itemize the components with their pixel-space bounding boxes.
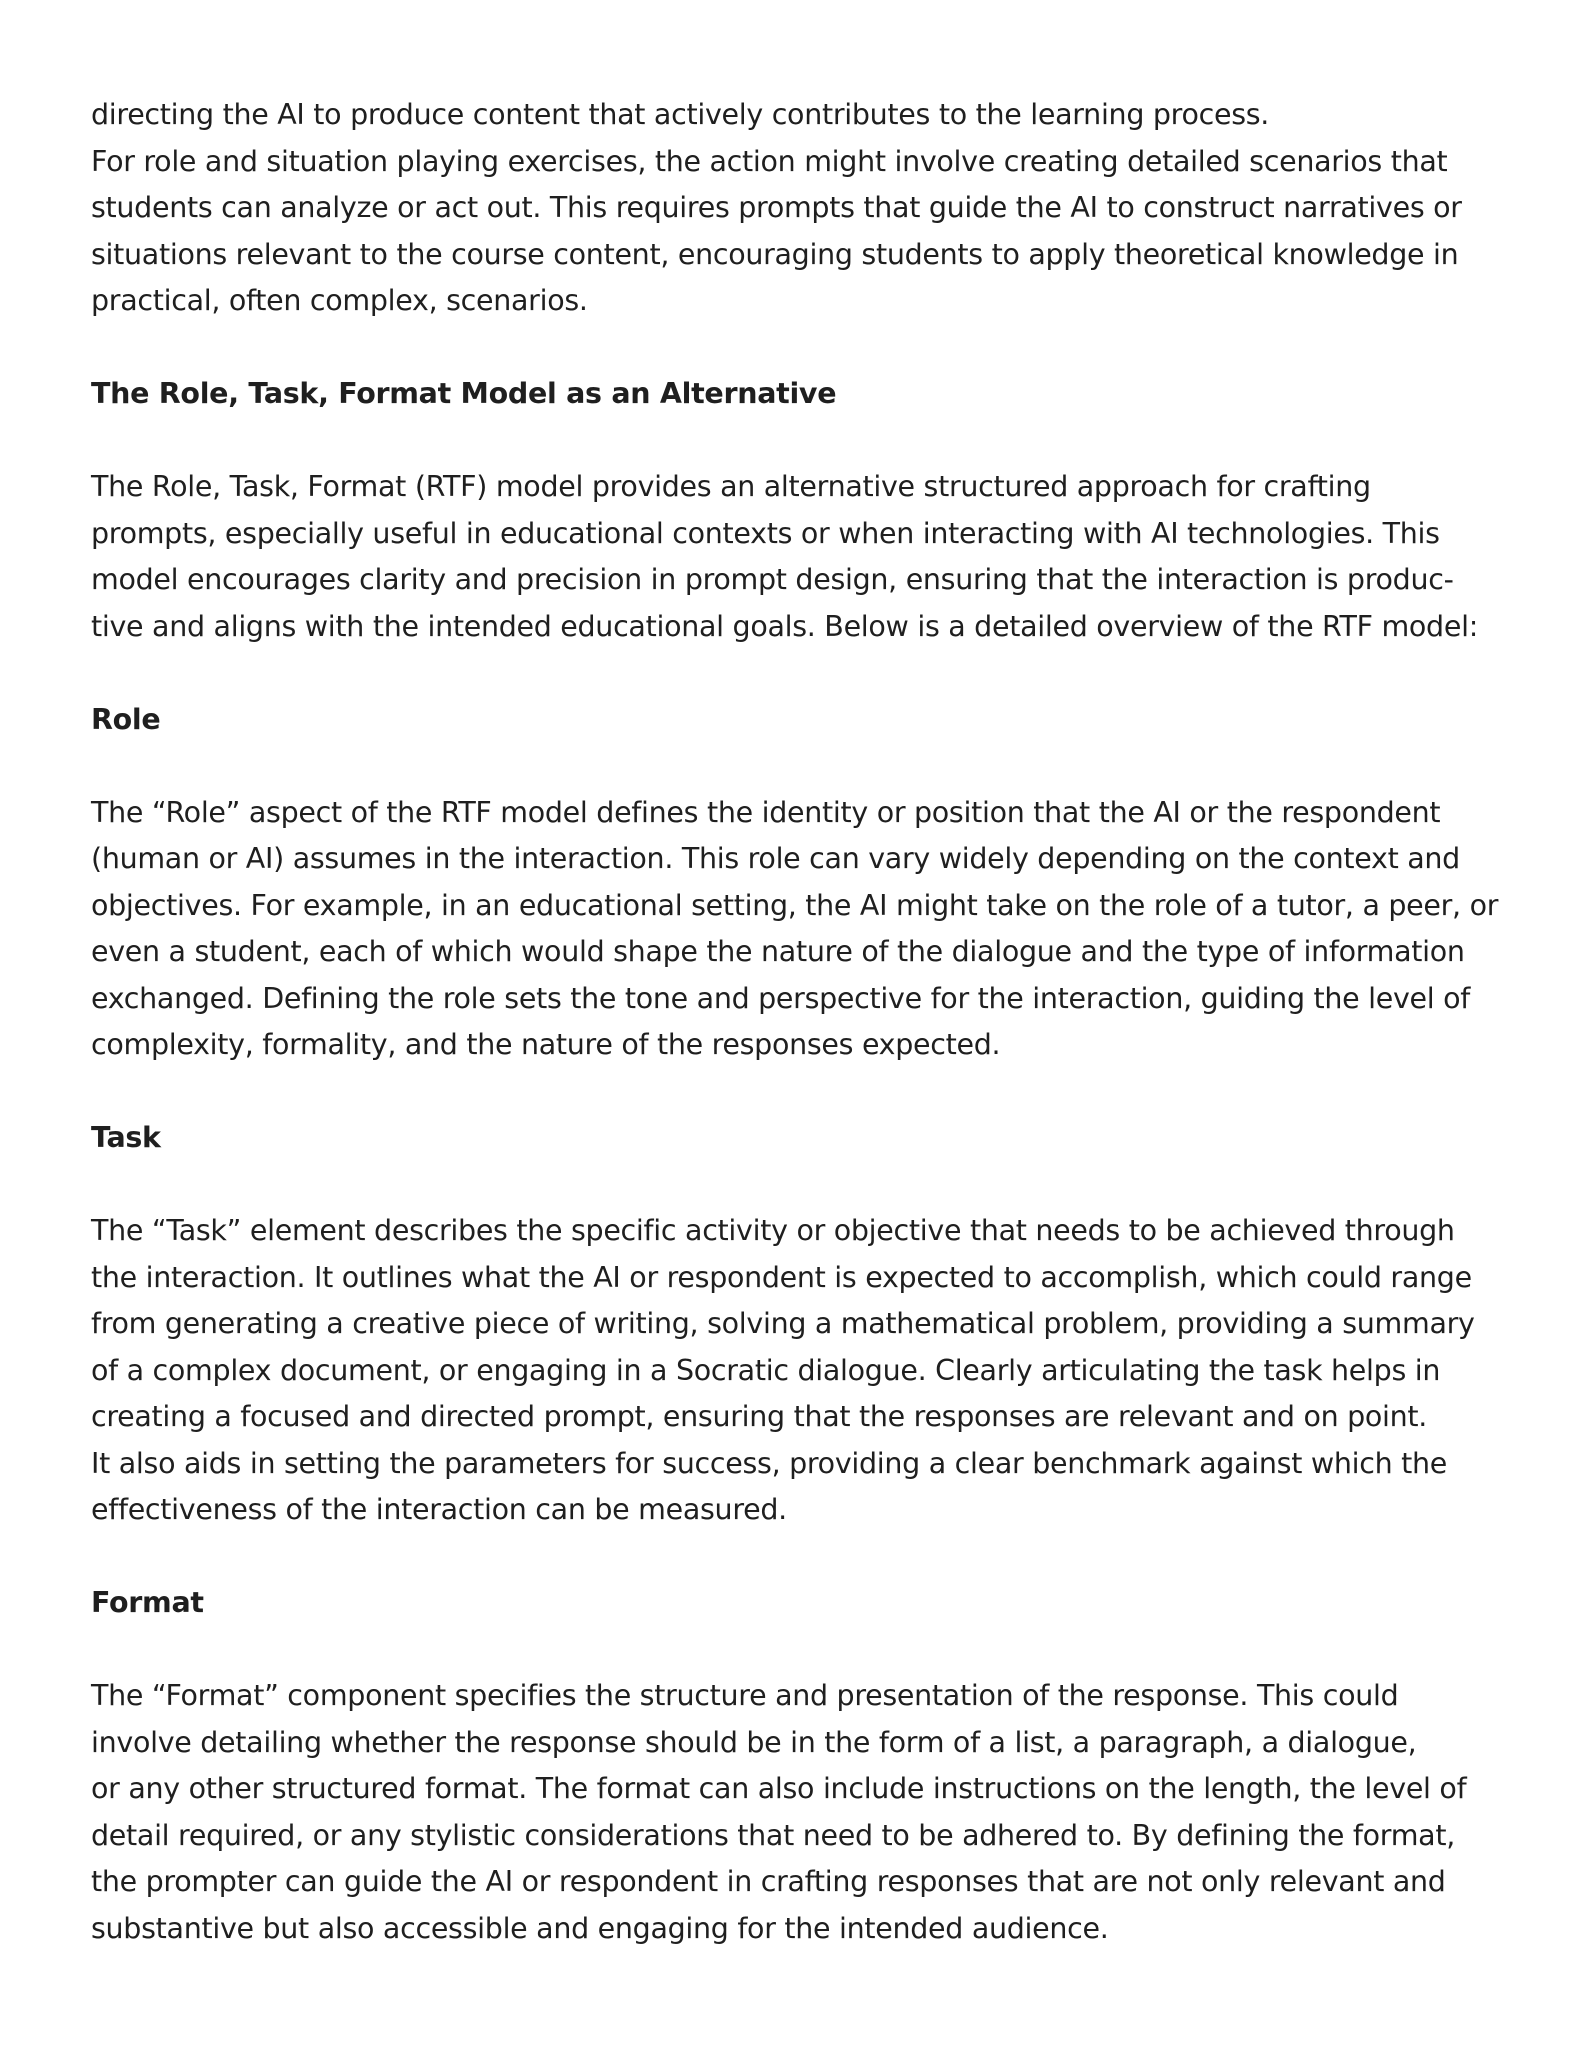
paragraph-line: substantive but also accessible and engaging for the intended audience. bbox=[91, 1911, 1109, 1945]
spacer bbox=[91, 743, 1511, 790]
paragraph-line: prompts, especially useful in educational contexts or when interacting with AI technologies. This bbox=[91, 516, 1440, 550]
paragraph-line: directing the AI to produce content that actively contributes to the learning process. bbox=[91, 98, 1270, 131]
section-heading-rtf: The Role, Task, Format Model as an Alternative bbox=[91, 377, 837, 410]
paragraph-line: The “Format” component specifies the structure and presentation of the response. This could bbox=[91, 1679, 1399, 1712]
paragraph-line: exchanged. Defining the role sets the tone and perspective for the interaction, guiding the level of bbox=[91, 981, 1471, 1015]
paragraph-line: For role and situation playing exercises, the action might involve creating detailed scenarios that bbox=[91, 144, 1448, 178]
paragraph-line: from generating a creative piece of writing, solving a mathematical problem, providing a summary bbox=[91, 1307, 1475, 1340]
paragraph-line: The Role, Task, Format (RTF) model provides an alternative structured approach for crafting bbox=[91, 470, 1371, 503]
paragraph-line: detail required, or any stylistic considerations that need to be adhered to. By defining the format, bbox=[91, 1818, 1455, 1852]
paragraph-line: tive and aligns with the intended educational goals. Below is a detailed overview of the RTF model: bbox=[91, 609, 1478, 643]
paragraph-line: The “Task” element describes the specific activity or objective that needs to be achieved through bbox=[91, 1214, 1455, 1247]
paragraph-line: the prompter can guide the AI or respondent in crafting responses that are not only relevant and bbox=[91, 1865, 1446, 1898]
paragraph-line: objectives. For example, in an educational setting, the AI might take on the role of a tutor, a peer, or bbox=[91, 888, 1499, 922]
paragraph-line: The “Role” aspect of the RTF model defines the identity or position that the AI or the respondent bbox=[91, 795, 1441, 829]
spacer bbox=[91, 418, 1511, 465]
paragraph-line: or any other structured format. The format can also include instructions on the length, the level of bbox=[91, 1772, 1467, 1805]
paragraph-line: even a student, each of which would shape the nature of the dialogue and the type of information bbox=[91, 935, 1465, 968]
spacer bbox=[91, 1534, 1511, 1581]
section-heading-task: Task bbox=[91, 1121, 161, 1154]
format-paragraph bbox=[91, 1673, 1511, 1952]
section-heading-format: Format bbox=[91, 1586, 204, 1619]
paragraph-line: effectiveness of the interaction can be measured. bbox=[91, 1493, 787, 1526]
spacer bbox=[91, 650, 1511, 697]
paragraph-line: model encourages clarity and precision in prompt design, ensuring that the interaction is produc- bbox=[91, 563, 1454, 596]
paragraph-line: students can analyze or act out. This requires prompts that guide the AI to construct narratives or bbox=[91, 191, 1462, 224]
spacer bbox=[91, 1069, 1511, 1116]
paragraph-line: of a complex document, or engaging in a Socratic dialogue. Clearly articulating the task helps in bbox=[91, 1353, 1441, 1387]
paragraph-line: (human or AI) assumes in the interaction. This role can vary widely depending on the context and bbox=[91, 842, 1460, 875]
paragraph-line: involve detailing whether the response should be in the form of a list, a paragraph, a dialogue, bbox=[91, 1725, 1417, 1759]
paragraph-line: It also aids in setting the parameters for success, providing a clear benchmark against which the bbox=[91, 1446, 1447, 1480]
paragraph-line: the interaction. It outlines what the AI or respondent is expected to accomplish, which could range bbox=[91, 1260, 1472, 1294]
paragraph-line: creating a focused and directed prompt, ensuring that the responses are relevant and on point. bbox=[91, 1400, 1428, 1433]
intro-paragraph bbox=[91, 92, 1511, 325]
spacer bbox=[91, 325, 1511, 372]
paragraph-line: complexity, formality, and the nature of the responses expected. bbox=[91, 1028, 1001, 1061]
paragraph-line: situations relevant to the course content, encouraging students to apply theoretical knowledge in bbox=[91, 237, 1459, 271]
role-paragraph bbox=[91, 790, 1511, 1069]
task-paragraph bbox=[91, 1208, 1511, 1534]
spacer bbox=[91, 1162, 1511, 1209]
spacer bbox=[91, 1627, 1511, 1674]
rtf-paragraph bbox=[91, 464, 1511, 650]
paragraph-line: practical, often complex, scenarios. bbox=[91, 284, 588, 317]
section-heading-role: Role bbox=[91, 702, 161, 736]
document-page bbox=[91, 92, 1511, 1952]
